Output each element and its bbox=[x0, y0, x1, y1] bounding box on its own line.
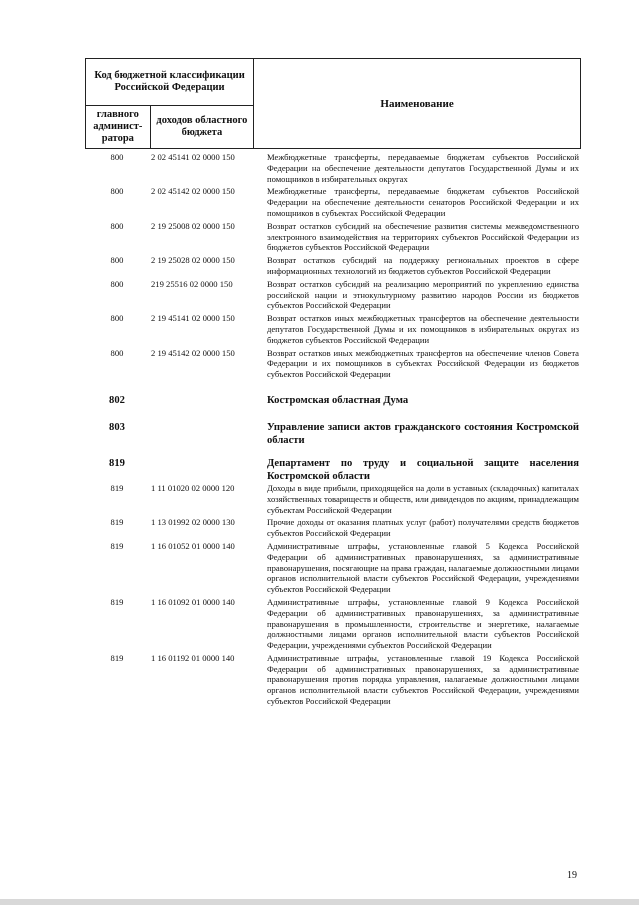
income-code-cell: 1 11 01020 02 0000 120 bbox=[151, 482, 235, 493]
table-row bbox=[85, 348, 581, 380]
table-header bbox=[85, 58, 581, 149]
admin-code-cell: 819 bbox=[110, 596, 124, 607]
table-row bbox=[85, 653, 581, 707]
table-row bbox=[85, 541, 581, 595]
name-cell: Административные штрафы, установленные главой 5 Кодекса Российской Федерации об административных правонарушениях, за административные правонарушения, посягающие на права граждан, налагаемые должностными лицами органов исполнительной власти субъектов Российской Федерации, учреждениями субъектов Российской Федерации bbox=[267, 540, 579, 595]
table-row bbox=[85, 186, 581, 218]
income-code-cell: 1 16 01052 01 0000 140 bbox=[151, 540, 235, 551]
income-code-cell: 1 16 01092 01 0000 140 bbox=[151, 596, 235, 607]
income-code-cell bbox=[149, 457, 261, 483]
name-cell: Костромская областная Дума bbox=[267, 394, 409, 406]
income-code-cell bbox=[149, 421, 261, 447]
income-column-header: доходов областного бюджета bbox=[150, 106, 253, 149]
scan-bottom-edge bbox=[0, 899, 639, 905]
table-row bbox=[85, 483, 581, 515]
table-row bbox=[85, 255, 581, 277]
admin-code-cell: 819 bbox=[110, 540, 124, 551]
table-row bbox=[85, 221, 581, 253]
name-column-header: Наименование bbox=[254, 59, 581, 149]
table-row bbox=[85, 313, 581, 345]
name-cell: Возврат остатков субсидий на поддержку региональных проектов в сфере информационных технологий из бюджетов субъектов Российской Федерации bbox=[267, 255, 579, 276]
income-code-cell: 2 02 45142 02 0000 150 bbox=[151, 186, 235, 197]
admin-code-cell: 803 bbox=[109, 421, 125, 433]
page-number: 19 bbox=[567, 870, 577, 881]
admin-code-cell: 819 bbox=[110, 517, 124, 528]
table-row bbox=[85, 597, 581, 651]
name-cell: Административные штрафы, установленные главой 9 Кодекса Российской Федерации об административных правонарушениях, за административные правонарушения в промышленности, строительстве и энергетике, налагаемые должностными лицами органов исполнительной власти субъектов Российской Федерации, учреждениями субъектов Российской Федерации bbox=[267, 596, 579, 651]
admin-code-cell: 800 bbox=[110, 255, 124, 266]
admin-code-cell: 800 bbox=[110, 278, 124, 289]
name-cell: Возврат остатков субсидий на обеспечение развития системы межведомственного электронного взаимодействия на территориях субъектов Российской Федерации из бюджетов субъектов Российской Федерации bbox=[267, 220, 579, 253]
income-code-cell: 2 19 25008 02 0000 150 bbox=[151, 220, 235, 231]
income-code-cell: 2 19 45142 02 0000 150 bbox=[151, 347, 235, 358]
section-row bbox=[85, 457, 581, 483]
income-code-cell: 2 02 45141 02 0000 150 bbox=[151, 152, 235, 162]
name-cell: Межбюджетные трансферты, передаваемые бюджетам субъектов Российской Федерации на обеспечение деятельности депутатов Государственной Думы и их помощников в избирательных округах bbox=[267, 152, 579, 184]
table-body bbox=[85, 152, 581, 709]
admin-code-cell: 800 bbox=[110, 347, 124, 358]
name-cell: Прочие доходы от оказания платных услуг (работ) получателями средств бюджетов субъектов Российской Федерации bbox=[267, 517, 579, 539]
name-cell: Управление записи актов гражданского состояния Костромской области bbox=[267, 421, 579, 446]
income-code-cell: 1 13 01992 02 0000 130 bbox=[151, 517, 235, 528]
income-code-cell: 219 25516 02 0000 150 bbox=[151, 278, 233, 289]
income-code-cell: 2 19 45141 02 0000 150 bbox=[151, 313, 235, 324]
admin-code-cell: 800 bbox=[110, 152, 124, 162]
admin-code-cell: 800 bbox=[110, 186, 124, 197]
code-group-header: Код бюджетной классификации Российской Федерации bbox=[86, 59, 254, 106]
table-row bbox=[85, 279, 581, 311]
income-code-cell: 2 19 25028 02 0000 150 bbox=[151, 255, 235, 266]
admin-code-cell: 819 bbox=[109, 457, 125, 469]
admin-code-cell: 819 bbox=[110, 482, 124, 493]
income-code-cell: 1 16 01192 01 0000 140 bbox=[151, 652, 235, 663]
name-cell: Возврат остатков иных межбюджетных трансфертов на обеспечение членов Совета Федерации и их помощников в субъектах Российской Федерации из бюджетов субъектов Российской Федерации bbox=[267, 347, 579, 380]
section-row bbox=[85, 421, 581, 447]
admin-code-cell: 800 bbox=[110, 313, 124, 324]
admin-column-header: главного админист-ратора bbox=[86, 106, 151, 149]
admin-code-cell: 802 bbox=[109, 394, 125, 406]
name-cell: Возврат остатков субсидий на реализацию мероприятий по укреплению единства российской нации и этнокультурному развитию народов России из бюджетов субъектов Российской Федерации bbox=[267, 278, 579, 311]
name-cell: Департамент по труду и социальной защите населения Костромской области bbox=[267, 457, 579, 482]
table-row bbox=[85, 152, 581, 184]
admin-code-cell: 800 bbox=[110, 220, 124, 231]
table-row bbox=[85, 517, 581, 539]
name-cell: Межбюджетные трансферты, передаваемые бюджетам субъектов Российской Федерации на обеспечение деятельности сенаторов Российской Федерации и их помощников в субъектах Российской Федерации bbox=[267, 186, 579, 218]
name-cell: Доходы в виде прибыли, приходящейся на доли в уставных (складочных) капиталах хозяйственных товариществ и обществ, или дивидендов по акциям, принадлежащим субъектам Российской Федерации bbox=[267, 482, 579, 515]
name-cell: Административные штрафы, установленные главой 19 Кодекса Российской Федерации об административных правонарушениях, за административные правонарушения против порядка управления, налагаемые должностными лицами органов исполнительной власти субъектов Российской Федерации, учреждениями субъектов Российской Федерации bbox=[267, 652, 579, 707]
section-row bbox=[85, 394, 581, 407]
name-cell: Возврат остатков иных межбюджетных трансфертов на обеспечение деятельности депутатов Государственной Думы и их помощников в избирательных округах из бюджетов субъектов Российской Федерации bbox=[267, 313, 579, 345]
admin-code-cell: 819 bbox=[110, 652, 124, 663]
income-code-cell bbox=[149, 394, 261, 407]
